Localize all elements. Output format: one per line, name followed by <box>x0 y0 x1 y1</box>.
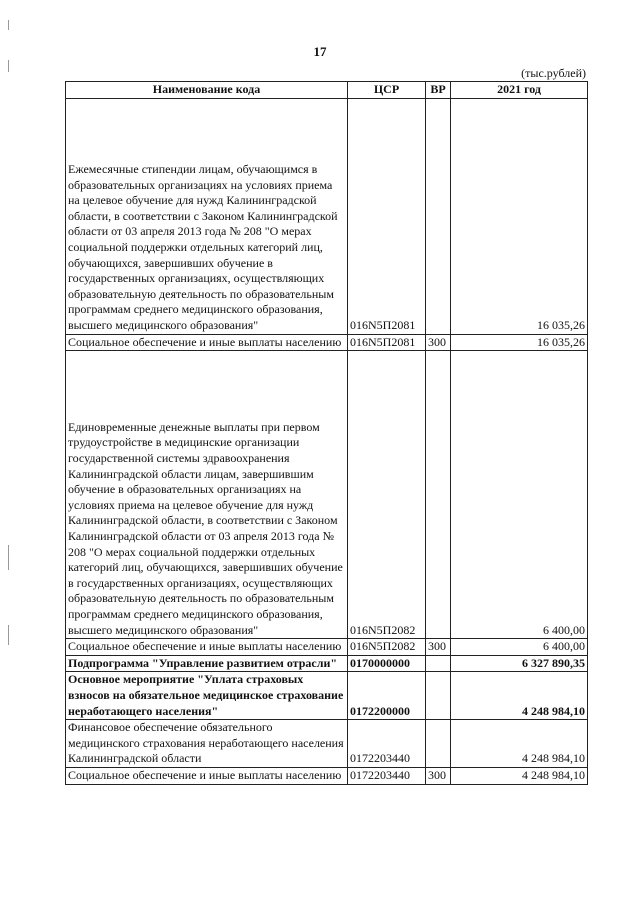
header-amount: 2021 год <box>451 82 588 99</box>
row-amount: 6 400,00 <box>451 351 588 639</box>
row-vr <box>426 720 451 768</box>
header-vr: ВР <box>426 82 451 99</box>
row-vr: 300 <box>426 334 451 351</box>
row-vr <box>426 351 451 639</box>
margin-mark <box>8 625 9 645</box>
row-amount: 16 035,26 <box>451 98 588 334</box>
row-amount: 4 248 984,10 <box>451 767 588 784</box>
table-header-row <box>66 82 588 99</box>
margin-mark <box>8 545 9 570</box>
table-row <box>66 655 588 672</box>
row-amount: 4 248 984,10 <box>451 672 588 720</box>
row-csr: 0170000000 <box>348 655 426 672</box>
row-vr: 300 <box>426 767 451 784</box>
table-row <box>66 334 588 351</box>
row-csr: 016N5П2081 <box>348 334 426 351</box>
margin-mark <box>8 60 9 72</box>
row-csr: 016N5П2081 <box>348 98 426 334</box>
units-label: (тыс.рублей) <box>521 66 586 80</box>
table-row <box>66 351 588 639</box>
row-amount: 6 327 890,35 <box>451 655 588 672</box>
row-amount: 4 248 984,10 <box>451 720 588 768</box>
row-vr <box>426 672 451 720</box>
row-name: Подпрограмма "Управление развитием отрасли" <box>66 655 348 672</box>
row-amount: 16 035,26 <box>451 334 588 351</box>
row-name: Социальное обеспечение и иные выплаты населению <box>66 334 348 351</box>
row-amount: 6 400,00 <box>451 639 588 656</box>
row-name: Финансовое обеспечение обязательного медицинского страхования неработающего населения Калининградской области <box>66 720 348 768</box>
table-row <box>66 639 588 656</box>
table-row <box>66 672 588 720</box>
header-csr: ЦСР <box>348 82 426 99</box>
row-vr <box>426 655 451 672</box>
table-row <box>66 720 588 768</box>
page-number: 17 <box>313 44 327 59</box>
row-csr: 0172203440 <box>348 720 426 768</box>
table-row <box>66 98 588 334</box>
row-name: Социальное обеспечение и иные выплаты населению <box>66 639 348 656</box>
budget-table <box>65 81 588 785</box>
table-row <box>66 767 588 784</box>
row-name: Единовременные денежные выплаты при первом трудоустройстве в медицинские организации государственной системы здравоохранения Калининградской области лицам, завершившим обучение в образовательных организациях на условиях приема на целевое обучение для нужд Калининградской области, в соответствии с Законом Калининградской области от 03 апреля 2013 года № 208 "О мерах социальной поддержки отдельных категорий лиц, обучающихся, завершивших обучение в государственных организациях, осуществляющих образовательную деятельность по образовательным программам среднего медицинского образования, высшего медицинского образования" <box>66 351 348 639</box>
header-name: Наименование кода <box>66 82 348 99</box>
row-csr: 0172203440 <box>348 767 426 784</box>
row-csr: 0172200000 <box>348 672 426 720</box>
row-csr: 016N5П2082 <box>348 351 426 639</box>
row-name: Социальное обеспечение и иные выплаты населению <box>66 767 348 784</box>
row-vr <box>426 98 451 334</box>
row-vr: 300 <box>426 639 451 656</box>
row-csr: 016N5П2082 <box>348 639 426 656</box>
row-name: Основное мероприятие "Уплата страховых взносов на обязательное медицинское страхование неработающего населения" <box>66 672 348 720</box>
margin-mark <box>8 20 9 30</box>
row-name: Ежемесячные стипендии лицам, обучающимся в образовательных организациях на условиях приема на целевое обучение для нужд Калининградской области, в соответствии с Законом Калининградской области от 03 апреля 2013 года № 208 "О мерах социальной поддержки отдельных категорий лиц, обучающихся, завершивших обучение в государственных организациях, осуществляющих образовательную деятельность по образовательным программам среднего медицинского образования, высшего медицинского образования" <box>66 98 348 334</box>
